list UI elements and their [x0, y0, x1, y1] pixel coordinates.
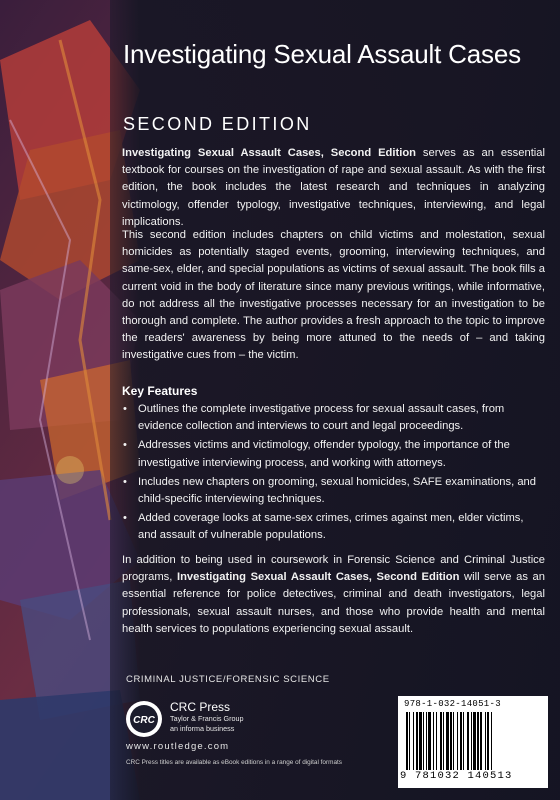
barcode-bar — [491, 712, 492, 770]
barcode-bars — [404, 712, 542, 770]
barcode-bar — [423, 712, 424, 770]
barcode-bar — [433, 712, 434, 770]
barcode-bar — [443, 712, 444, 770]
barcode-bar — [485, 712, 486, 770]
publisher-block — [170, 700, 244, 733]
barcode-bar — [413, 712, 414, 770]
book-title-inline: Investigating Sexual Assault Cases, Second Edition — [122, 147, 416, 159]
publisher-url: www.routledge.com — [126, 741, 230, 752]
publisher-name: CRC Press — [170, 700, 231, 714]
barcode-bar — [428, 712, 431, 770]
barcode-bar — [487, 712, 489, 770]
list-item: • Outlines the complete investigative process for sexual assault cases, from evidence collection and interviews to court and legal proceedings. — [123, 403, 505, 433]
barcode-bar — [440, 712, 442, 770]
barcode-bar — [446, 712, 449, 770]
barcode-bar — [471, 712, 472, 770]
description-paragraph-1: Investigating Sexual Assault Cases, Second Edition serves as an essential textbook for courses on the investigation of rape and sexual assault. As with the first edition, the book includes the latest research and techniques in analyzing victimology, offender typology, investigative techniques, interviewing, and legal implications. — [122, 147, 545, 228]
barcode-bar — [406, 712, 408, 770]
book-title-inline: Investigating Sexual Assault Cases, Second Edition — [176, 571, 460, 584]
book-title: Investigating Sexual Assault Cases — [123, 39, 521, 69]
publisher-group: Taylor & Francis Group — [170, 714, 244, 723]
barcode-bar — [453, 712, 454, 770]
description-paragraph-2: This second edition includes chapters on child victims and molestation, sexual homicides as potentially staged events, grooming, interviewing techniques, and same-sex, elder, and special populations as victims of sexual assault. The book fills a current void in the body of literature since many previous writings, while informative, do not address all the investigative processes necessary for an investigation to be thorough and complete. The author provides a fresh approach to the topic to improve the readers' awareness by being more attuned to the needs of – and taking investigative cues from – the victim. — [122, 229, 545, 362]
barcode-bar — [477, 712, 479, 770]
barcode-bar — [416, 712, 418, 770]
barcode-bar — [460, 712, 462, 770]
barcode-bar — [467, 712, 469, 770]
barcode-bar — [480, 712, 482, 770]
isbn-digits: 9 781032 140513 — [400, 770, 513, 782]
key-features-heading: Key Features — [122, 384, 198, 398]
barcode-bar — [409, 712, 410, 770]
publisher-business: an informa business — [170, 723, 235, 733]
ebook-note: CRC Press titles are available as eBook editions in a range of digital formats — [126, 759, 342, 766]
barcode-bar — [450, 712, 452, 770]
crc-press-logo — [125, 700, 163, 738]
barcode-bar — [457, 712, 458, 770]
svg-text:CRC: CRC — [133, 715, 155, 726]
list-item: • Added coverage looks at same-sex crimes, crimes against men, elder victims, and assault of vulnerable populations. — [123, 512, 524, 542]
barcode-bar — [436, 712, 437, 770]
barcode-bar — [463, 712, 464, 770]
barcode-bar — [419, 712, 422, 770]
description-paragraph-3: In addition to being used in coursework in Forensic Science and Criminal Justice programs, Investigating Sexual Assault Cases, Second Edition will serve as an essential reference for police detectives, criminal and death investigators, legal professionals, sexual assault nurses, and those who provide health and mental health services to populations experiencing sexual assault. — [122, 554, 545, 635]
barcode-bar — [426, 712, 427, 770]
list-item: • Addresses victims and victimology, offender typology, the importance of the investigative interviewing process, and working with attorneys. — [123, 439, 510, 469]
key-features-list — [122, 401, 545, 547]
edition-label: SECOND EDITION — [123, 114, 312, 134]
isbn-barcode — [398, 696, 548, 788]
isbn-number: 978-1-032-14051-3 — [404, 699, 501, 709]
barcode-bar — [473, 712, 476, 770]
list-item: • Includes new chapters on grooming, sexual homicides, SAFE examinations, and child-specific interviewing techniques. — [123, 475, 536, 506]
subject-category: CRIMINAL JUSTICE/FORENSIC SCIENCE — [126, 674, 330, 685]
